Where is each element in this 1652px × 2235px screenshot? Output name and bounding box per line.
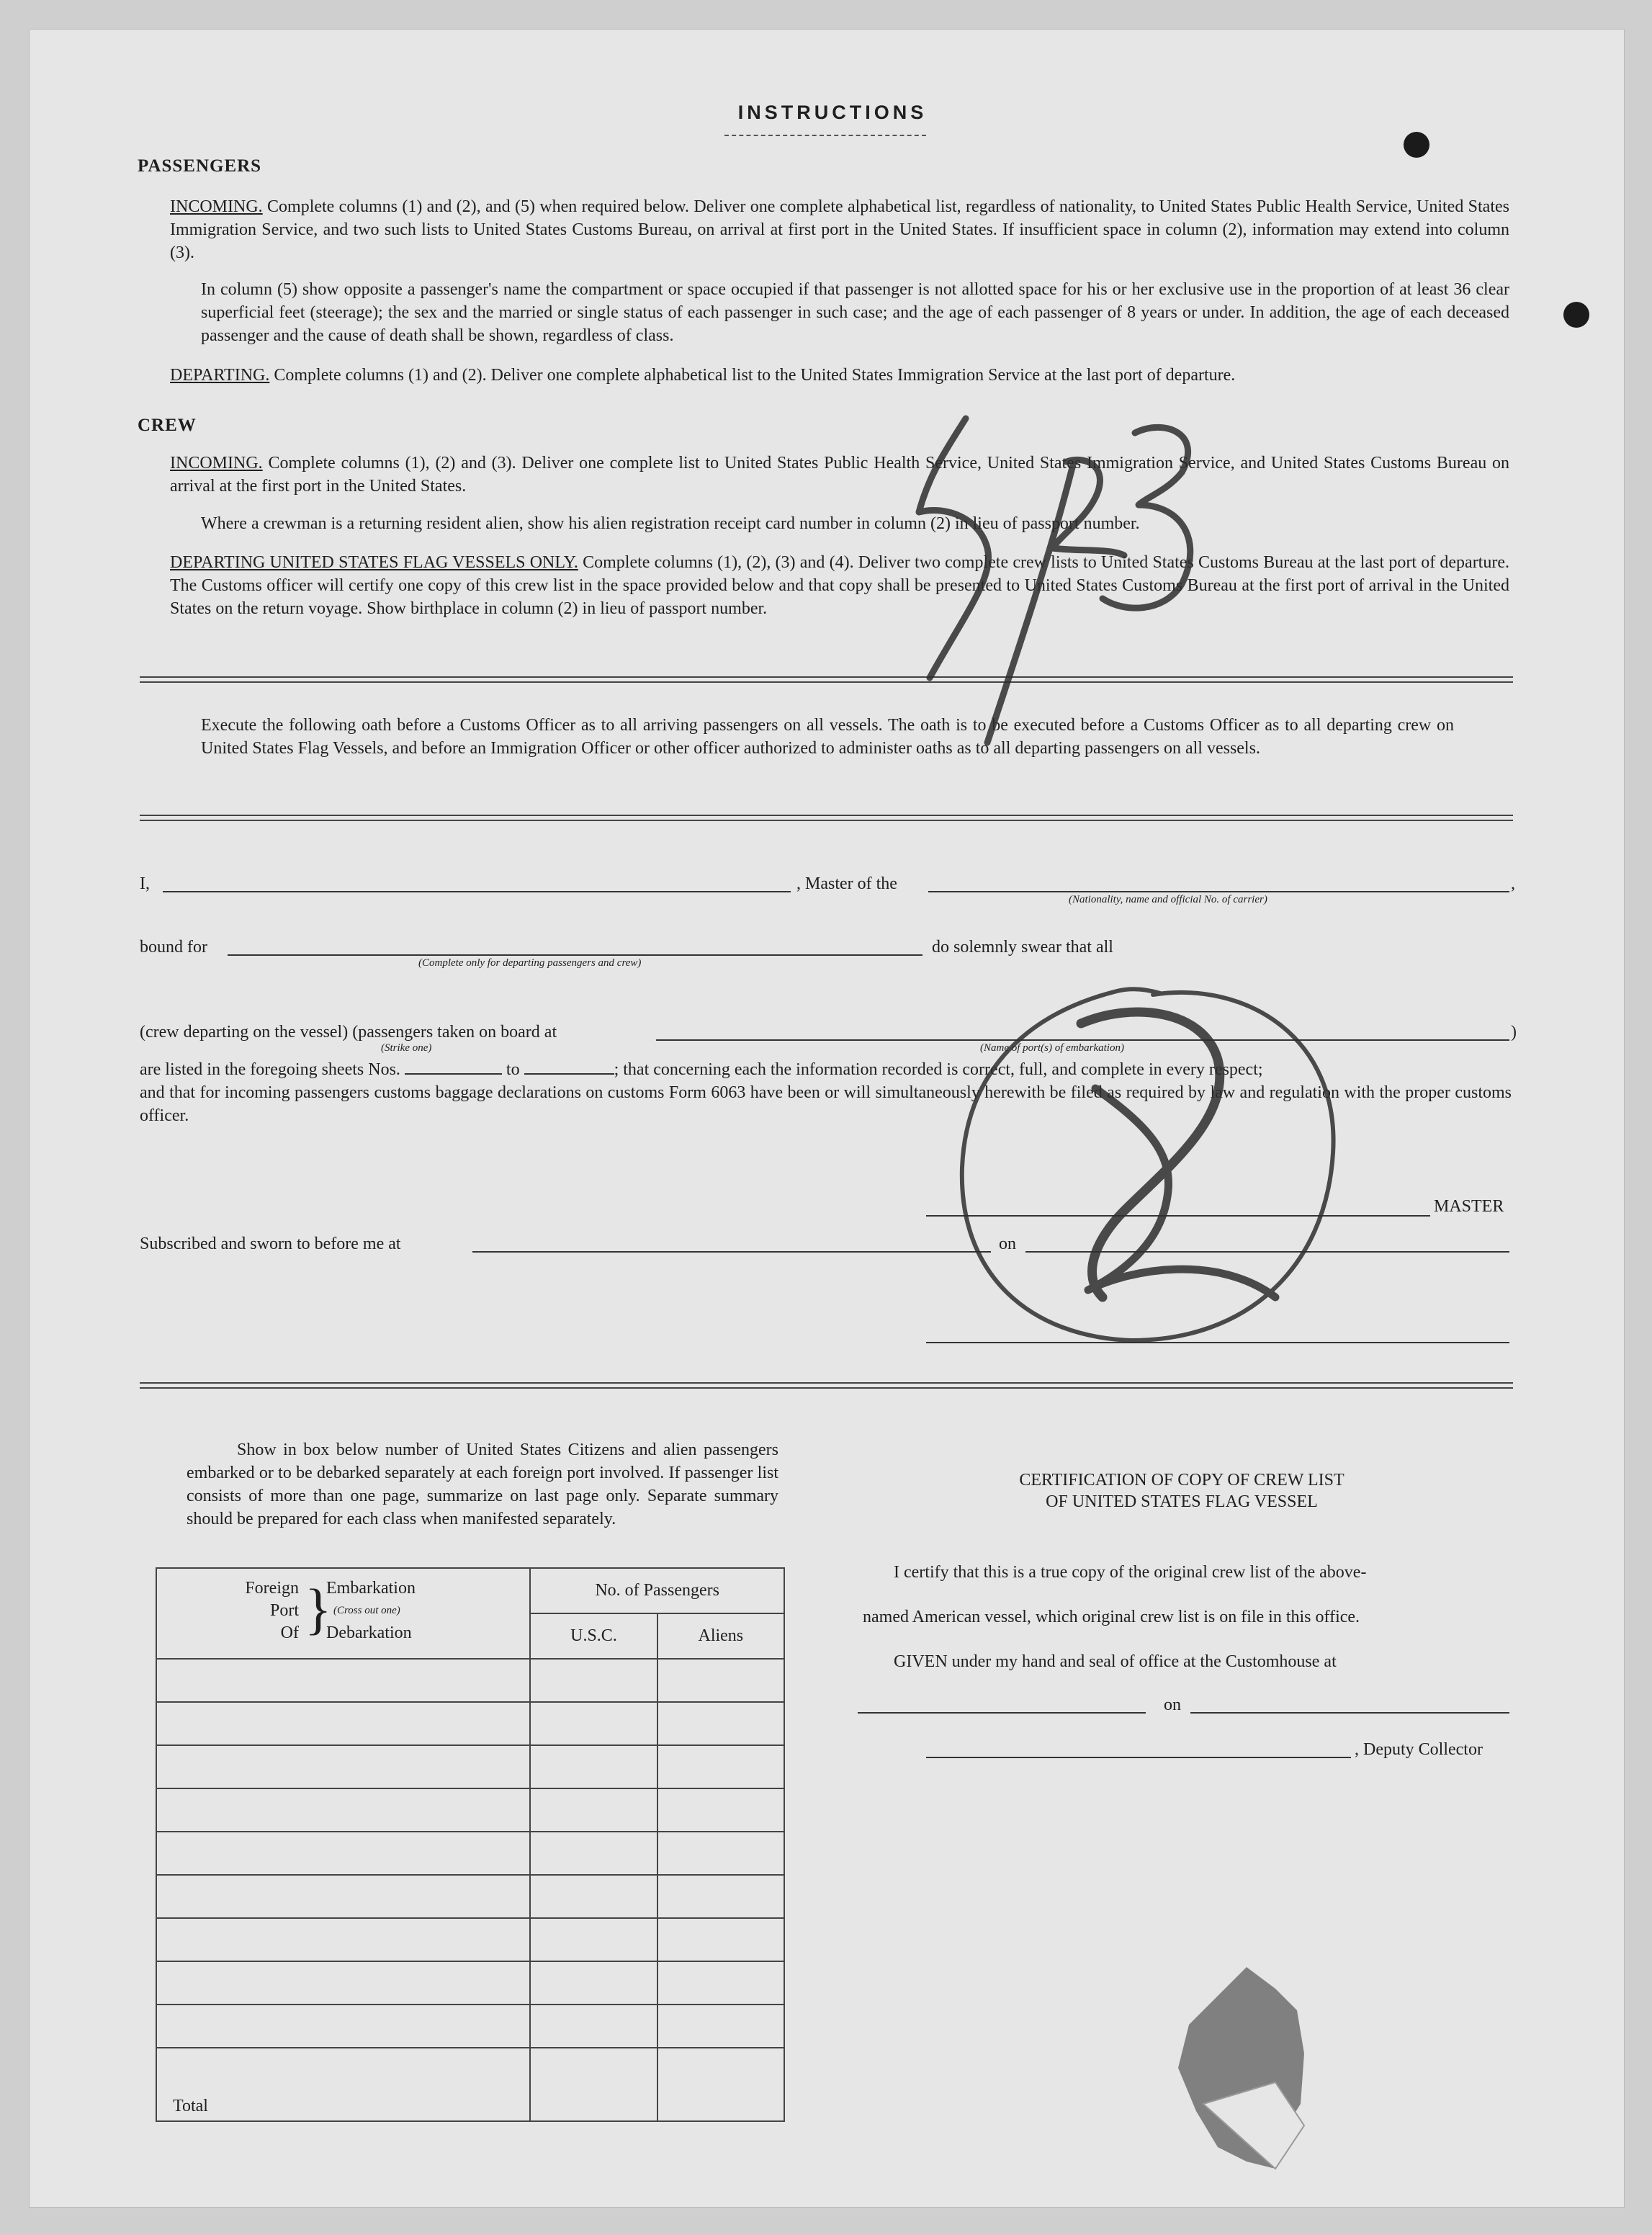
passengers-column5-paragraph: In column (5) show opposite a passenger's name the compartment or space occupied if that passenger is not allotted space for his or her exclusive use in the proportion of at least 36 clear superficial feet (steerage); the sex and the married or single status of each passenger in such case; and the age of each passenger of 8 years or under. In addition, the age of each deceased passenger and the cause of death shall be shown, regardless of class. xyxy=(201,280,1509,345)
oath-i-label: I, xyxy=(140,874,150,893)
oath-close-paren: ) xyxy=(1511,1023,1517,1042)
table-row xyxy=(156,1832,784,1875)
usc-cell[interactable] xyxy=(530,1788,657,1832)
table-row xyxy=(156,1745,784,1788)
port-cell[interactable] xyxy=(156,1875,530,1918)
total-label-cell xyxy=(156,2048,530,2121)
double-rule-2 xyxy=(140,815,1513,821)
crew-incoming-label: INCOMING. xyxy=(170,454,263,472)
usc-cell[interactable] xyxy=(530,1875,657,1918)
customhouse-field[interactable] xyxy=(858,1712,1146,1714)
paper-tear-damage xyxy=(1167,1960,1326,2176)
port-cell[interactable] xyxy=(156,2005,530,2048)
oath-crew-departing: (crew departing on the vessel) (passengers taken on board at xyxy=(140,1023,557,1042)
passenger-summary-table xyxy=(156,1567,785,2122)
total-row xyxy=(156,2048,784,2121)
passengers-title: PASSENGERS xyxy=(138,156,262,176)
passengers-incoming-label: INCOMING. xyxy=(170,197,263,216)
brace-glyph: } xyxy=(305,1577,332,1640)
table-row xyxy=(156,1659,784,1702)
usc-cell[interactable] xyxy=(530,2005,657,2048)
port-cell[interactable] xyxy=(156,1659,530,1702)
table-row xyxy=(156,2005,784,2048)
port-cell[interactable] xyxy=(156,1745,530,1788)
usc-cell[interactable] xyxy=(530,1659,657,1702)
crew-departing-paragraph xyxy=(170,551,1509,620)
usc-cell[interactable] xyxy=(530,1918,657,1961)
certify-line-2: named American vessel, which original crew list is on file in this office. xyxy=(863,1608,1360,1626)
of-label: Of xyxy=(280,1623,299,1642)
oath-master-of: , Master of the xyxy=(796,874,897,893)
usc-header: U.S.C. xyxy=(530,1613,657,1659)
instructions-heading: INSTRUCTIONS xyxy=(737,102,928,123)
usc-cell[interactable] xyxy=(530,1702,657,1745)
total-aliens-cell[interactable] xyxy=(657,2048,784,2121)
aliens-cell[interactable] xyxy=(657,1918,784,1961)
crew-departing-text: Complete columns (1), (2), (3) and (4). Deliver two complete crew lists to United States Customs Bureau at the last port of departure. The Customs officer will certify one copy of this crew list in the space provided below and that copy shall be presented to United States Customs Bureau at the first port of arrival in the United States on the return voyage. Show birthplace in column (2) in lieu of passport number. xyxy=(170,553,1509,618)
certification-title-2: OF UNITED STATES FLAG VESSEL xyxy=(1046,1492,1318,1511)
oath-comma: , xyxy=(1511,874,1515,893)
listed-to-label: to xyxy=(506,1060,520,1079)
port-caption: (Name of port(s) of embarkation) xyxy=(980,1042,1124,1054)
bound-for-field[interactable] xyxy=(228,954,922,956)
certification-on-label: on xyxy=(1164,1696,1181,1714)
table-row xyxy=(156,1918,784,1961)
oath-bound-for: bound for xyxy=(140,938,207,957)
listed-sheets-label: are listed in the foregoing sheets Nos. xyxy=(140,1060,400,1079)
carrier-field[interactable] xyxy=(928,891,1509,892)
oath-swear: do solemnly swear that all xyxy=(932,938,1113,957)
passengers-departing-label: DEPARTING. xyxy=(170,366,270,385)
cross-out-label: (Cross out one) xyxy=(333,1605,400,1616)
table-row xyxy=(156,1875,784,1918)
port-cell[interactable] xyxy=(156,1832,530,1875)
aliens-cell[interactable] xyxy=(657,2005,784,2048)
usc-cell[interactable] xyxy=(530,1832,657,1875)
usc-cell[interactable] xyxy=(530,1961,657,2005)
aliens-cell[interactable] xyxy=(657,1702,784,1745)
port-header-cell xyxy=(156,1568,530,1659)
aliens-cell[interactable] xyxy=(657,1659,784,1702)
handwritten-circled-number xyxy=(915,937,1376,1398)
certification-title-1: CERTIFICATION OF COPY OF CREW LIST xyxy=(1019,1471,1345,1490)
master-label: MASTER xyxy=(1434,1197,1504,1216)
passengers-incoming-paragraph xyxy=(170,195,1509,264)
no-passengers-header: No. of Passengers xyxy=(530,1568,784,1613)
aliens-cell[interactable] xyxy=(657,1832,784,1875)
crew-departing-label: DEPARTING UNITED STATES FLAG VESSELS ONLY. xyxy=(170,553,578,572)
oath-intro: Execute the following oath before a Customs Officer as to all arriving passengers on all vessels. The oath is to be executed before a Customs Officer as to all departing crew on United States Flag Vessels, and before an Immigration Officer or other officer authorized to administer oaths as to all departing passengers on all vessels. xyxy=(201,716,1454,758)
port-cell[interactable] xyxy=(156,1961,530,2005)
crew-incoming-paragraph xyxy=(170,452,1509,498)
given-line: GIVEN under my hand and seal of office at the Customhouse at xyxy=(894,1652,1337,1671)
table-row xyxy=(156,1961,784,2005)
port-cell[interactable] xyxy=(156,1702,530,1745)
passengers-departing-paragraph xyxy=(170,364,1517,387)
sheet-from-field[interactable] xyxy=(405,1059,502,1075)
embarkation-label: Embarkation xyxy=(326,1579,416,1598)
carrier-caption: (Nationality, name and official No. of carrier) xyxy=(1069,894,1267,905)
punch-hole xyxy=(1563,302,1589,328)
heading-rule xyxy=(724,135,926,136)
certification-date-field[interactable] xyxy=(1190,1712,1509,1714)
certify-line-1: I certify that this is a true copy of the original crew list of the above- xyxy=(894,1563,1367,1582)
passengers-incoming-text: Complete columns (1) and (2), and (5) when required below. Deliver one complete alphabetical list, regardless of nationality, to United States Public Health Service, United States Immigration Service, and two such lists to United States Customs Bureau, on arrival at first port in the United States. If insufficient space in column (2), information may extend into column (3). xyxy=(170,197,1509,262)
sheet-to-field[interactable] xyxy=(524,1059,614,1075)
aliens-cell[interactable] xyxy=(657,1961,784,2005)
port-label: Port xyxy=(269,1601,299,1620)
aliens-cell[interactable] xyxy=(657,1875,784,1918)
crew-title: CREW xyxy=(138,416,197,435)
oath-listed-line2: and that for incoming passengers customs baggage declarations on customs Form 6063 have been or will simultaneously herewith be filed as required by law and regulation with the proper customs officer. xyxy=(140,1083,1512,1125)
double-rule-1 xyxy=(140,676,1513,683)
total-usc-cell[interactable] xyxy=(530,2048,657,2121)
crew-incoming-text: Complete columns (1), (2) and (3). Deliver one complete list to United States Public Health Service, United States Immigration Service, and United States Customs Bureau on arrival at the first port in the United States. xyxy=(170,454,1510,496)
deputy-collector-label: , Deputy Collector xyxy=(1355,1740,1483,1759)
listed-correct-text: ; that concerning each the information recorded is correct, full, and complete in every respect; xyxy=(614,1060,1263,1079)
strike-caption: (Strike one) xyxy=(381,1042,432,1054)
passengers-departing-text: Complete columns (1) and (2). Deliver one complete alphabetical list to the United States Immigration Service at the last port of departure. xyxy=(274,366,1236,385)
form-page xyxy=(29,29,1625,2208)
table-row xyxy=(156,1788,784,1832)
sworn-place-field[interactable] xyxy=(472,1251,991,1253)
sworn-on-label: on xyxy=(999,1235,1016,1253)
crew-resident-paragraph: Where a crewman is a returning resident alien, show his alien registration receipt card number in column (2) in lieu of passport number. xyxy=(201,514,1140,533)
total-label: Total xyxy=(173,2097,208,2115)
usc-cell[interactable] xyxy=(530,1745,657,1788)
subscribed-label: Subscribed and sworn to before me at xyxy=(140,1235,401,1253)
deputy-signature-field[interactable] xyxy=(926,1757,1351,1758)
bound-caption: (Complete only for departing passengers and crew) xyxy=(418,957,642,969)
foreign-label: Foreign xyxy=(245,1579,299,1598)
aliens-header: Aliens xyxy=(657,1613,784,1659)
table-header-row xyxy=(156,1568,784,1613)
master-name-field[interactable] xyxy=(163,891,791,892)
debarkation-label: Debarkation xyxy=(326,1623,412,1642)
port-cell[interactable] xyxy=(156,1788,530,1832)
box-instructions: Show in box below number of United States Citizens and alien passengers embarked or to be debarked separately at each foreign port involved. If passenger list consists of more than one page, summarize on last page only. Separate summary should be prepared for each class when manifested separately. xyxy=(187,1441,778,1528)
aliens-cell[interactable] xyxy=(657,1788,784,1832)
aliens-cell[interactable] xyxy=(657,1745,784,1788)
handwritten-fraction-mark xyxy=(879,404,1211,779)
port-cell[interactable] xyxy=(156,1918,530,1961)
punch-hole xyxy=(1404,132,1429,158)
table-row xyxy=(156,1702,784,1745)
